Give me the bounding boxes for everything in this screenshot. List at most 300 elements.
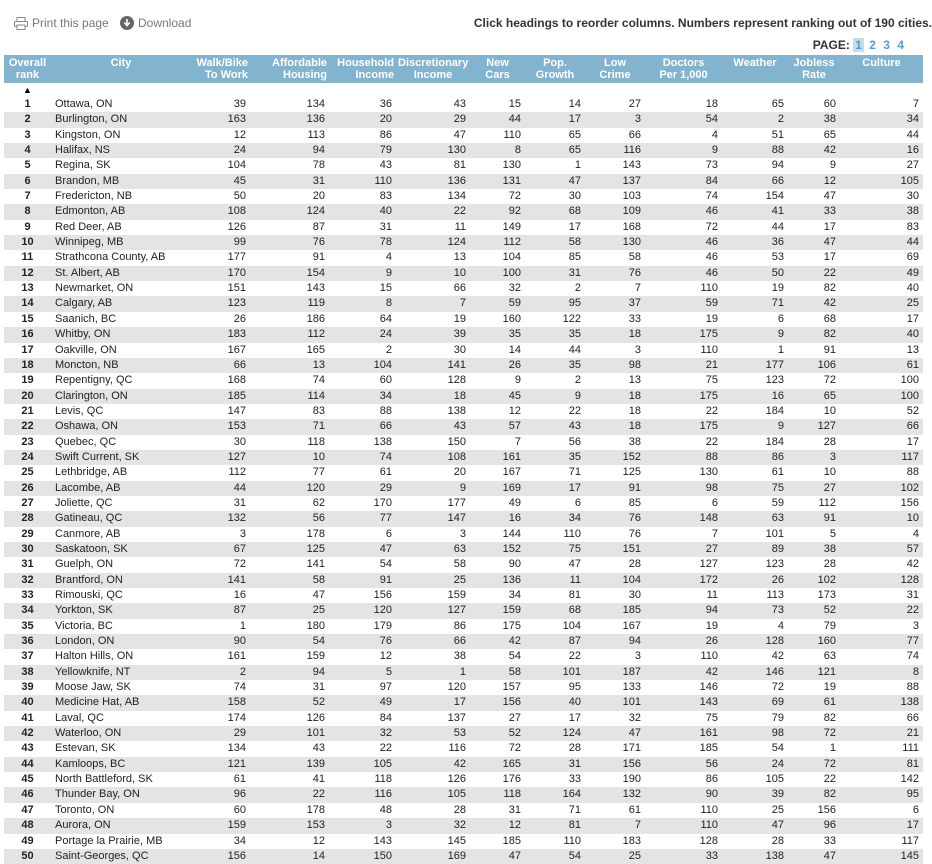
cell-culture: 77 xyxy=(840,634,923,649)
cell-culture: 145 xyxy=(840,849,923,864)
table-row xyxy=(4,465,923,480)
cell-culture: 44 xyxy=(840,235,923,250)
cell-walk-bike: 151 xyxy=(227,282,246,295)
cell-low-crime: 125 xyxy=(622,466,641,479)
cell-discretionary-income: 134 xyxy=(447,190,466,203)
cell-discretionary-income: 13 xyxy=(453,251,466,264)
cell-new-cars: 185 xyxy=(502,834,521,847)
cell-doctors: 22 xyxy=(705,435,718,448)
table-row xyxy=(4,174,923,189)
table-row xyxy=(4,450,923,465)
page-3-link[interactable]: 3 xyxy=(883,38,890,52)
column-header-low-crime[interactable]: Low Crime xyxy=(585,55,645,83)
cell-walk-bike: 66 xyxy=(191,358,250,373)
cell-city: Rimouski, QC xyxy=(55,589,123,601)
cell-household-income: 83 xyxy=(379,190,392,203)
cell-doctors: 75 xyxy=(705,711,718,724)
cell-low-crime: 130 xyxy=(585,235,645,250)
cell-discretionary-income: 39 xyxy=(396,327,470,342)
cell-jobless-rate: 38 xyxy=(788,112,840,127)
cell-household-income: 24 xyxy=(329,327,396,342)
table-row xyxy=(4,435,923,450)
cell-walk-bike: 90 xyxy=(191,634,250,649)
cell-low-crime: 94 xyxy=(585,634,645,649)
cell-culture: 105 xyxy=(840,174,923,189)
cell-discretionary-income: 11 xyxy=(454,220,466,233)
cell-weather: 69 xyxy=(722,695,788,710)
cell-pop-growth: 9 xyxy=(525,389,585,404)
cell-low-crime: 18 xyxy=(585,419,645,434)
sort-ascending-icon: ▲ xyxy=(23,85,32,95)
cell-doctors: 94 xyxy=(645,603,722,618)
cell-city: Calgary, AB xyxy=(51,296,191,311)
cell-jobless-rate: 47 xyxy=(823,190,836,203)
cell-walk-bike: 60 xyxy=(233,803,246,816)
cell-culture: 100 xyxy=(840,389,923,404)
cell-affordable-housing: 120 xyxy=(250,481,329,496)
cell-low-crime: 47 xyxy=(585,726,645,741)
cell-rank: 12 xyxy=(4,266,51,281)
table-row xyxy=(4,266,923,281)
cell-new-cars: 15 xyxy=(508,98,521,110)
cell-discretionary-income: 145 xyxy=(447,834,466,847)
cell-new-cars: 16 xyxy=(470,511,525,526)
cell-walk-bike: 67 xyxy=(191,542,250,557)
cell-affordable-housing: 78 xyxy=(312,159,325,172)
cell-household-income: 179 xyxy=(373,619,392,632)
table-row xyxy=(4,481,923,496)
cell-new-cars: 167 xyxy=(502,466,521,479)
cell-walk-bike: 3 xyxy=(239,527,246,540)
table-row xyxy=(4,772,923,787)
cell-jobless-rate: 52 xyxy=(788,603,840,618)
cell-discretionary-income: 47 xyxy=(453,128,466,141)
cell-low-crime: 133 xyxy=(622,681,641,694)
cell-discretionary-income: 124 xyxy=(396,235,470,250)
cell-household-income: 76 xyxy=(329,634,396,649)
cell-culture: 30 xyxy=(906,190,919,203)
cell-jobless-rate: 156 xyxy=(817,803,836,816)
cell-jobless-rate: 28 xyxy=(823,558,836,571)
cell-city: Portage la Prairie, MB xyxy=(55,834,163,847)
cell-affordable-housing: 136 xyxy=(250,112,329,127)
cell-household-income: 88 xyxy=(379,404,392,417)
cell-walk-bike: 31 xyxy=(233,496,246,509)
column-header-household-income[interactable]: Household Income xyxy=(329,55,396,83)
cell-jobless-rate: 28 xyxy=(823,435,836,448)
cell-pop-growth: 54 xyxy=(525,849,585,864)
cell-discretionary-income: 17 xyxy=(396,695,470,710)
cell-doctors: 42 xyxy=(645,665,722,680)
table-row xyxy=(4,389,923,404)
cell-jobless-rate: 17 xyxy=(823,251,836,264)
cell-city: Moncton, NB xyxy=(51,358,191,373)
cell-discretionary-income: 19 xyxy=(453,312,466,325)
cell-affordable-housing: 180 xyxy=(306,619,325,632)
cell-pop-growth: 17 xyxy=(568,711,581,724)
cell-culture: 3 xyxy=(912,619,919,632)
cell-jobless-rate: 38 xyxy=(788,542,840,557)
cell-culture: 74 xyxy=(906,650,919,663)
cell-discretionary-income: 43 xyxy=(453,98,466,110)
cell-pop-growth: 47 xyxy=(525,174,585,189)
download-link[interactable] xyxy=(120,16,191,30)
cell-walk-bike: 99 xyxy=(191,235,250,250)
cell-new-cars: 130 xyxy=(502,159,521,172)
cell-discretionary-income: 81 xyxy=(453,159,466,172)
cell-pop-growth: 22 xyxy=(568,650,581,663)
cell-doctors: 185 xyxy=(699,742,718,755)
cell-weather: 113 xyxy=(766,589,784,601)
cell-rank: 14 xyxy=(4,296,51,311)
cell-affordable-housing: 153 xyxy=(250,818,329,833)
cell-discretionary-income: 30 xyxy=(453,343,466,356)
column-header-affordable-housing[interactable]: Affordable Housing xyxy=(250,55,329,83)
cell-weather: 72 xyxy=(771,681,784,694)
cell-jobless-rate: 22 xyxy=(823,773,836,786)
cell-low-crime: 18 xyxy=(585,389,645,404)
cell-pop-growth: 124 xyxy=(525,726,585,741)
cell-rank: 16 xyxy=(4,327,51,342)
cell-affordable-housing: 52 xyxy=(250,695,329,710)
cell-jobless-rate: 96 xyxy=(788,818,840,833)
cell-low-crime: 7 xyxy=(634,282,641,295)
cell-weather: 41 xyxy=(722,204,788,219)
column-header-walk-bike[interactable]: Walk/Bike To Work xyxy=(191,55,250,83)
cell-jobless-rate: 72 xyxy=(823,374,836,387)
header-row xyxy=(4,55,923,83)
cell-low-crime: 190 xyxy=(622,773,641,786)
table-row xyxy=(4,757,923,772)
cell-culture: 52 xyxy=(906,404,919,417)
cell-rank: 20 xyxy=(4,389,51,404)
cell-city: Winnipeg, MB xyxy=(51,235,191,250)
cell-doctors: 59 xyxy=(645,296,722,311)
cell-city: Fredericton, NB xyxy=(55,190,133,203)
cell-rank: 41 xyxy=(21,711,34,724)
cell-walk-bike: 177 xyxy=(227,251,246,264)
table-row xyxy=(4,496,923,511)
cell-household-income: 32 xyxy=(329,726,396,741)
cell-new-cars: 149 xyxy=(502,220,521,233)
cell-rank: 46 xyxy=(4,787,51,802)
cell-culture: 16 xyxy=(840,143,923,158)
cell-city: Oshawa, ON xyxy=(51,419,191,434)
cell-pop-growth: 75 xyxy=(525,542,585,557)
cell-culture: 102 xyxy=(840,481,923,496)
pagination xyxy=(813,38,906,52)
cell-household-income: 78 xyxy=(329,235,396,250)
cell-rank: 22 xyxy=(4,419,51,434)
cell-walk-bike: 156 xyxy=(191,849,250,864)
cell-new-cars: 152 xyxy=(470,542,525,557)
cell-culture: 57 xyxy=(840,542,923,557)
cell-discretionary-income: 137 xyxy=(447,711,466,724)
cell-discretionary-income: 1 xyxy=(396,665,470,680)
cell-city: Laval, QC xyxy=(55,711,104,724)
cell-walk-bike: 159 xyxy=(191,818,250,833)
cell-discretionary-income: 22 xyxy=(396,204,470,219)
cell-rank: 37 xyxy=(21,650,34,663)
cell-pop-growth: 81 xyxy=(568,589,581,601)
cell-affordable-housing: 94 xyxy=(250,665,329,680)
cell-jobless-rate: 42 xyxy=(788,143,840,158)
cell-rank: 28 xyxy=(4,511,51,526)
cell-new-cars: 32 xyxy=(508,282,521,295)
cell-jobless-rate: 112 xyxy=(818,496,836,509)
table-row xyxy=(4,296,923,311)
download-label: Download xyxy=(138,16,192,30)
cell-weather: 9 xyxy=(722,327,788,342)
cell-rank: 19 xyxy=(21,374,34,387)
cell-household-income: 138 xyxy=(373,435,392,448)
cell-new-cars: 57 xyxy=(470,419,525,434)
column-header-city[interactable]: City xyxy=(51,55,191,83)
table-row xyxy=(4,818,923,833)
cell-discretionary-income: 10 xyxy=(396,266,470,281)
cell-new-cars: 118 xyxy=(470,787,525,802)
cell-household-income: 15 xyxy=(379,282,392,295)
cell-doctors: 46 xyxy=(705,251,718,264)
cell-city: Guelph, ON xyxy=(55,558,114,571)
cell-pop-growth: 43 xyxy=(525,419,585,434)
cell-jobless-rate: 82 xyxy=(788,787,840,802)
cell-low-crime: 76 xyxy=(628,527,641,540)
cell-affordable-housing: 112 xyxy=(250,327,329,342)
table-row xyxy=(4,726,923,741)
cell-rank: 40 xyxy=(4,695,51,710)
cell-culture: 6 xyxy=(912,803,919,816)
cell-city: Estevan, SK xyxy=(55,742,116,755)
page-4-link[interactable]: 4 xyxy=(897,38,904,52)
cell-discretionary-income: 28 xyxy=(453,803,466,816)
cell-jobless-rate: 17 xyxy=(823,220,836,233)
cell-doctors: 110 xyxy=(700,803,718,816)
cell-rank: 44 xyxy=(4,757,51,772)
cell-household-income: 104 xyxy=(329,358,396,373)
cell-household-income: 84 xyxy=(379,711,392,724)
cell-jobless-rate: 47 xyxy=(788,849,840,864)
cell-jobless-rate: 63 xyxy=(823,650,836,663)
table-row xyxy=(4,619,923,634)
cell-affordable-housing: 113 xyxy=(307,128,325,141)
cell-affordable-housing: 20 xyxy=(312,190,325,203)
cell-affordable-housing: 62 xyxy=(312,496,325,509)
cell-rank: 32 xyxy=(4,573,51,588)
cell-walk-bike: 163 xyxy=(191,112,250,127)
cell-walk-bike: 134 xyxy=(227,742,246,755)
cell-weather: 54 xyxy=(771,742,784,755)
cell-pop-growth: 110 xyxy=(563,527,581,540)
column-header-culture[interactable]: Culture xyxy=(840,55,923,83)
cell-city: Halton Hills, ON xyxy=(55,650,134,663)
cell-culture: 156 xyxy=(900,496,919,509)
cell-discretionary-income: 136 xyxy=(396,174,470,189)
table-row xyxy=(4,358,923,373)
cell-culture: 88 xyxy=(906,681,919,694)
table-row xyxy=(4,373,923,388)
cell-household-income: 5 xyxy=(329,665,396,680)
cell-discretionary-income: 20 xyxy=(453,466,466,479)
cell-household-income: 29 xyxy=(329,481,396,496)
table-row xyxy=(4,143,923,158)
table-row xyxy=(4,665,923,680)
cell-weather: 42 xyxy=(771,650,784,663)
cell-culture: 128 xyxy=(840,573,923,588)
cell-household-income: 64 xyxy=(379,312,392,325)
column-header-weather[interactable]: Weather xyxy=(722,55,788,83)
table-row xyxy=(4,711,923,726)
cell-jobless-rate: 27 xyxy=(788,481,840,496)
cell-low-crime: 104 xyxy=(585,573,645,588)
cell-walk-bike: 104 xyxy=(227,159,246,172)
cell-city: Red Deer, AB xyxy=(55,220,122,233)
cell-jobless-rate: 33 xyxy=(788,204,840,219)
table-row xyxy=(4,250,923,265)
cell-low-crime: 156 xyxy=(585,757,645,772)
cell-low-crime: 58 xyxy=(628,251,641,264)
cell-low-crime: 28 xyxy=(628,558,641,571)
column-header-jobless-rate[interactable]: Jobless Rate xyxy=(788,55,840,83)
cell-doctors: 148 xyxy=(645,511,722,526)
sort-instructions: Click headings to reorder columns. Numbers represent ranking out of 190 cities. xyxy=(473,16,932,30)
cell-pop-growth: 33 xyxy=(568,773,581,786)
cell-new-cars: 26 xyxy=(470,358,525,373)
cell-city: Ottawa, ON xyxy=(55,98,113,110)
cell-culture: 10 xyxy=(840,511,923,526)
cell-discretionary-income: 25 xyxy=(396,573,470,588)
page-2-link[interactable]: 2 xyxy=(869,38,876,52)
table-row xyxy=(4,112,923,127)
cell-affordable-housing: 31 xyxy=(312,681,325,694)
cell-pop-growth: 22 xyxy=(568,404,581,417)
cell-rank: 3 xyxy=(24,128,31,141)
column-header-discretionary-income[interactable]: Discretionary Income xyxy=(398,57,469,81)
table-row xyxy=(4,695,923,710)
cell-city: Clarington, ON xyxy=(51,389,191,404)
cell-city: Saanich, BC xyxy=(55,312,117,325)
cell-culture: 17 xyxy=(840,818,923,833)
cell-rank: 1 xyxy=(24,98,31,110)
cell-affordable-housing: 12 xyxy=(312,834,325,847)
cell-weather: 9 xyxy=(722,419,788,434)
cell-culture: 83 xyxy=(906,220,919,233)
cell-walk-bike: 1 xyxy=(239,619,246,632)
cell-new-cars: 92 xyxy=(470,204,525,219)
cell-discretionary-income: 63 xyxy=(396,542,470,557)
cell-city: St. Albert, AB xyxy=(51,266,191,281)
cell-new-cars: 165 xyxy=(470,757,525,772)
cell-doctors: 110 xyxy=(645,818,722,833)
cell-discretionary-income: 18 xyxy=(396,389,470,404)
cell-walk-bike: 29 xyxy=(191,726,250,741)
cell-culture: 138 xyxy=(840,695,923,710)
cell-new-cars: 49 xyxy=(508,496,521,509)
cell-doctors: 56 xyxy=(645,757,722,772)
cell-pop-growth: 6 xyxy=(574,496,581,509)
table-row xyxy=(4,235,923,250)
cell-doctors: 110 xyxy=(700,343,718,356)
cell-household-income: 34 xyxy=(329,389,396,404)
column-header-new-cars[interactable]: New Cars xyxy=(470,55,525,83)
cell-weather: 36 xyxy=(722,235,788,250)
cell-discretionary-income: 66 xyxy=(453,282,466,295)
cell-weather: 177 xyxy=(722,358,788,373)
table-row xyxy=(4,327,923,342)
cell-household-income: 61 xyxy=(379,466,392,479)
page-1-link[interactable]: 1 xyxy=(855,38,862,52)
column-header-overall-rank[interactable]: Overall rank xyxy=(4,55,51,83)
cell-pop-growth: 17 xyxy=(525,112,585,127)
cell-new-cars: 54 xyxy=(508,650,521,663)
cell-discretionary-income: 105 xyxy=(396,787,470,802)
cell-jobless-rate: 72 xyxy=(788,726,840,741)
table-row xyxy=(4,588,923,603)
cell-low-crime: 27 xyxy=(628,98,641,110)
cell-jobless-rate: 68 xyxy=(823,312,836,325)
cell-jobless-rate: 72 xyxy=(788,757,840,772)
cell-weather: 123 xyxy=(765,558,784,571)
cell-doctors: 6 xyxy=(711,496,718,509)
cell-pop-growth: 35 xyxy=(525,450,585,465)
cell-culture: 69 xyxy=(906,251,919,264)
cell-household-income: 86 xyxy=(379,128,392,141)
cell-discretionary-income: 7 xyxy=(396,296,470,311)
cell-low-crime: 18 xyxy=(585,327,645,342)
cell-jobless-rate: 10 xyxy=(823,466,836,479)
cell-household-income: 36 xyxy=(379,98,392,110)
cell-new-cars: 27 xyxy=(508,711,521,724)
print-page-link[interactable] xyxy=(14,16,109,30)
cell-household-income: 150 xyxy=(329,849,396,864)
cell-jobless-rate: 127 xyxy=(788,419,840,434)
cell-pop-growth: 2 xyxy=(574,374,581,387)
cell-new-cars: 8 xyxy=(470,143,525,158)
cell-doctors: 22 xyxy=(705,404,718,417)
cell-rank: 47 xyxy=(21,803,34,816)
cell-weather: 2 xyxy=(722,112,788,127)
cell-culture: 4 xyxy=(912,527,919,540)
cell-doctors: 26 xyxy=(645,634,722,649)
cell-pop-growth: 47 xyxy=(568,558,581,571)
cell-affordable-housing: 141 xyxy=(306,558,325,571)
cell-affordable-housing: 118 xyxy=(307,435,325,448)
cell-jobless-rate: 160 xyxy=(788,634,840,649)
column-header-pop-growth[interactable]: Pop. Growth xyxy=(525,55,585,83)
cell-doctors: 19 xyxy=(705,619,718,632)
cell-weather: 184 xyxy=(765,404,784,417)
cell-weather: 1 xyxy=(777,343,784,356)
cell-culture: 21 xyxy=(840,726,923,741)
cell-doctors: 175 xyxy=(645,419,722,434)
cell-low-crime: 168 xyxy=(622,220,641,233)
cell-household-income: 8 xyxy=(329,296,396,311)
cell-low-crime: 152 xyxy=(585,450,645,465)
table-row xyxy=(4,603,923,618)
column-header-doctors[interactable]: Doctors Per 1,000 xyxy=(645,55,722,83)
cell-low-crime: 38 xyxy=(628,435,641,448)
cell-pop-growth: 44 xyxy=(568,343,581,356)
cell-affordable-housing: 56 xyxy=(250,511,329,526)
cell-city: Whitby, ON xyxy=(51,327,191,342)
cell-new-cars: 58 xyxy=(470,665,525,680)
cell-culture: 81 xyxy=(840,757,923,772)
cell-doctors: 146 xyxy=(699,681,718,694)
cell-household-income: 54 xyxy=(379,558,392,571)
cell-discretionary-income: 150 xyxy=(447,435,466,448)
cell-discretionary-income: 147 xyxy=(396,511,470,526)
cell-low-crime: 37 xyxy=(585,296,645,311)
